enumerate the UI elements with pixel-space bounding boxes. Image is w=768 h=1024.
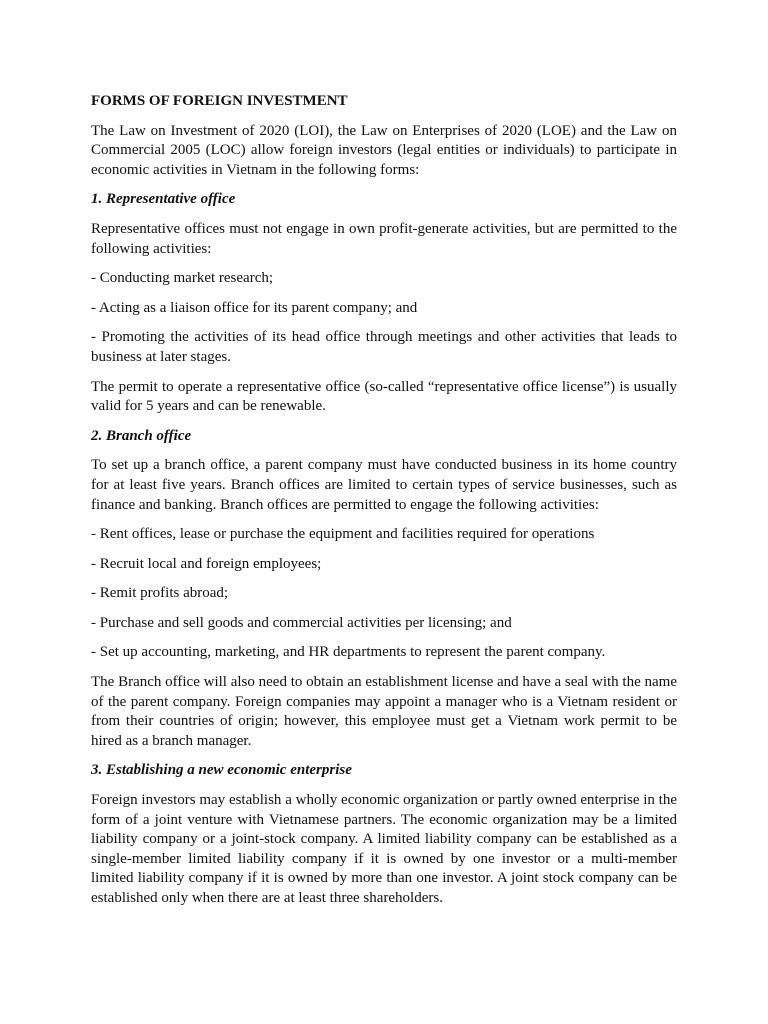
paragraph: The Branch office will also need to obtain an establishment license and have a seal with the name of the parent company. Foreign companies may appoint a manager who is a Vietnam resident or from their countries of origin; however, this employee must get a Vietnam work permit to be hired as a branch manager. — [91, 674, 677, 749]
list-item: - Conducting market research; — [91, 270, 274, 287]
paragraph: The permit to operate a representative office (so-called “representative office license”) is usually valid for 5 years and can be renewable. — [91, 378, 677, 415]
list-item: - Remit profits abroad; — [91, 585, 229, 602]
list-item: - Promoting the activities of its head office through meetings and other activities that leads to business at later stages. — [91, 329, 677, 365]
paragraph: Representative offices must not engage in own profit-generate activities, but are permitted to the following activities: — [91, 220, 677, 257]
paragraph: Foreign investors may establish a wholly economic organization or partly owned enterprise in the form of a joint venture with Vietnamese partners. The economic organization may be a limited liability company or a joint-stock company. A limited liability company can be established as a single-member limited liability company if it is owned by one investor or a multi-member limited liability company if it is owned by more than one investor. A joint stock company can be established only when there are at least three shareholders. — [91, 792, 677, 906]
section-heading-branch-office: 2. Branch office — [91, 427, 192, 444]
list-item: - Set up accounting, marketing, and HR departments to represent the parent company. — [91, 644, 606, 661]
list-item: - Acting as a liaison office for its parent company; and — [91, 299, 418, 316]
list-item: - Rent offices, lease or purchase the equipment and facilities required for operations — [91, 526, 595, 543]
document-title: FORMS OF FOREIGN INVESTMENT — [91, 93, 348, 109]
document-page — [91, 92, 677, 919]
section-heading-new-economic-enterprise: 3. Establishing a new economic enterprise — [91, 762, 352, 779]
intro-paragraph: The Law on Investment of 2020 (LOI), the Law on Enterprises of 2020 (LOE) and the Law on Commercial 2005 (LOC) allow foreign investors (legal entities or individuals) to participate in economic activities in Vietnam in the following forms: — [91, 122, 677, 178]
list-item: - Recruit local and foreign employees; — [91, 555, 322, 572]
list-item: - Purchase and sell goods and commercial activities per licensing; and — [91, 614, 512, 631]
paragraph: To set up a branch office, a parent company must have conducted business in its home country for at least five years. Branch offices are limited to certain types of service businesses, such as finance and banking. Branch offices are permitted to engage the following activities: — [91, 457, 677, 513]
section-heading-representative-office: 1. Representative office — [91, 191, 236, 208]
